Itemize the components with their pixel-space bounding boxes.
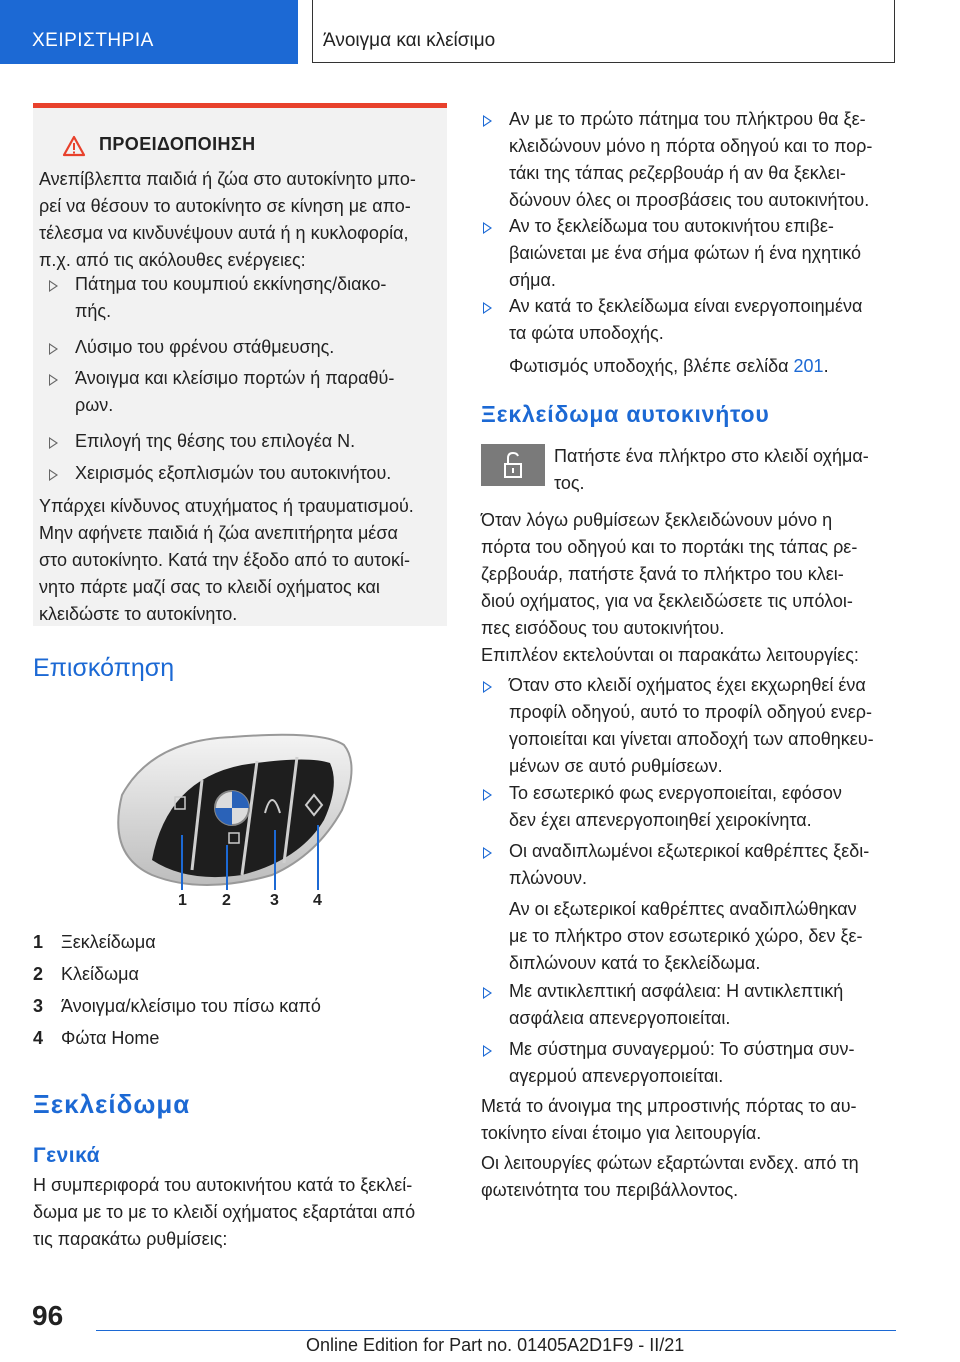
bullet-icon xyxy=(49,469,58,481)
cross-reference: Φωτισμός υποδοχής, βλέπε σελίδα 201. xyxy=(509,356,829,376)
callout-2: 2 xyxy=(222,892,231,909)
warning-item: Επιλογή της θέσης του επιλογέα N. xyxy=(75,431,356,451)
callout-4: 4 xyxy=(313,892,322,909)
warning-item: Χειρισμός εξοπλισμών του αυτοκινήτου. xyxy=(75,463,392,483)
legend-num: 3 xyxy=(33,996,44,1016)
function-item: Με αντικλεπτική ασφάλεια: Η αντικλεπτική ασφάλεια απενεργοποιείται. xyxy=(509,981,844,1028)
section-tab xyxy=(0,0,298,64)
unlock-heading: Ξεκλείδωμα xyxy=(33,1089,191,1119)
unlock-para-1: Όταν λόγω ρυθμίσεων ξεκλειδώνουν μόνο η πόρτα του οδηγού και το πορτάκι της τάπας ρε- ζερβουάρ, πατήστε ξανά το πλήκτρο του κλει- διού οχήματος, για να ξεκλειδώσετε τις υπόλοι- πες εισόδους του αυτοκινήτου. xyxy=(481,510,858,638)
legend-num: 2 xyxy=(33,964,44,984)
legend-num: 4 xyxy=(33,1028,44,1048)
bullet-icon xyxy=(483,1045,492,1057)
warning-outro: Υπάρχει κίνδυνος ατυχήματος ή τραυματισμού. Μην αφήνετε παιδιά ή ζώα ανεπιτήρητα μέσα στο αυτοκίνητο. Κατά την έξοδο από το αυτοκί- νητο πάρτε μαζί σας το κλειδί οχήματος και κλειδώστε το αυτοκίνητο. xyxy=(39,496,414,624)
car-key-illustration xyxy=(92,725,382,910)
setting-item: Αν με το πρώτο πάτημα του πλήκτρου θα ξε- κλειδώνουν μόνο η πόρτα οδηγού και το πορ- τάκι της τάπας ρεζερβουάρ ή αν θα ξεκλει- δώνουν όλες οι προσβάσεις του αυτοκινήτου. xyxy=(509,109,873,210)
function-item: Το εσωτερικό φως ενεργοποιείται, εφόσον δεν έχει απενεργοποιηθεί χειροκίνητα. xyxy=(509,783,842,830)
legend-text: Κλείδωμα xyxy=(61,964,139,984)
general-heading: Γενικά xyxy=(33,1144,101,1167)
warning-box xyxy=(33,103,447,626)
unlock-para-2: Επιπλέον εκτελούνται οι παρακάτω λειτουργίες: xyxy=(481,645,859,665)
warning-item: Πάτημα του κουμπιού εκκίνησης/διακο- πής. xyxy=(75,274,387,321)
bullet-icon xyxy=(49,343,58,355)
unlock-para-4: Οι λειτουργίες φώτων εξαρτώνται ενδεχ. από τη φωτεινότητα του περιβάλλοντος. xyxy=(481,1153,859,1200)
function-item: Οι αναδιπλωμένοι εξωτερικοί καθρέπτες ξεδι- πλώνουν. xyxy=(509,841,870,888)
bullet-icon xyxy=(483,302,492,314)
bullet-icon xyxy=(49,280,58,292)
warning-title: ΠΡΟΕΙΔΟΠΟΙΗΣΗ xyxy=(99,134,256,154)
function-item: Όταν στο κλειδί οχήματος έχει εκχωρηθεί ένα προφίλ οδηγού, αυτό το προφίλ οδηγού ενερ- γοποιείται και γίνεται αποδοχή των αποθηκευ- μένων σε αυτό ρυθμίσεων. xyxy=(509,675,874,776)
legend-text: Φώτα Home xyxy=(61,1028,160,1048)
edition-note: Online Edition for Part no. 01405A2D1F9 - II/21 xyxy=(306,1335,685,1355)
bullet-icon xyxy=(49,437,58,449)
vehicle-unlock-heading: Ξεκλείδωμα αυτοκινήτου xyxy=(481,401,770,427)
callout-3: 3 xyxy=(270,892,279,909)
footer-rule xyxy=(96,1330,896,1331)
legend-num: 1 xyxy=(33,932,44,952)
setting-item: Αν κατά το ξεκλείδωμα είναι ενεργοποιημένα τα φώτα υποδοχής. xyxy=(509,296,863,343)
overview-heading: Επισκόπηση xyxy=(33,654,175,682)
legend-text: Ξεκλείδωμα xyxy=(61,932,156,952)
bullet-icon xyxy=(49,374,58,386)
unlock-para-3: Μετά το άνοιγμα της μπροστινής πόρτας το αυ- τοκίνητο είναι έτοιμο για λειτουργία. xyxy=(481,1096,857,1143)
callout-1: 1 xyxy=(178,892,187,909)
press-instruction: Πατήστε ένα πλήκτρο στο κλειδί οχήμα- τος. xyxy=(554,446,869,493)
chapter-title: Άνοιγμα και κλείσιμο xyxy=(323,30,496,51)
bullet-icon xyxy=(483,847,492,859)
bullet-icon xyxy=(483,681,492,693)
function-item: Με σύστημα συναγερμού: Το σύστημα συν- αγερμού απενεργοποιείται. xyxy=(509,1039,855,1086)
page-link[interactable]: 201 xyxy=(793,356,824,376)
setting-item: Αν το ξεκλείδωμα του αυτοκινήτου επιβε- βαιώνεται με ένα σήμα φώτων ή ένα ηχητικό σήμα. xyxy=(509,216,862,290)
general-text: Η συμπεριφορά του αυτοκινήτου κατά το ξεκλεί- δωμα με το με το κλειδί οχήματος εξαρτάται από τις παρακάτω ρυθμίσεις: xyxy=(33,1175,416,1249)
bullet-icon xyxy=(483,115,492,127)
warning-item: Άνοιγμα και κλείσιμο πορτών ή παραθύ- ρων. xyxy=(75,368,395,415)
unlock-key-icon xyxy=(481,444,545,486)
warning-item: Λύσιμο του φρένου στάθμευσης. xyxy=(75,337,335,357)
section-title: ΧΕΙΡΙΣΤΗΡΙΑ xyxy=(32,30,154,51)
bullet-icon xyxy=(483,789,492,801)
bullet-icon xyxy=(483,222,492,234)
legend-text: Άνοιγμα/κλείσιμο του πίσω καπό xyxy=(61,996,321,1016)
warning-intro: Ανεπίβλεπτα παιδιά ή ζώα στο αυτοκίνητο μπο- ρεί να θέσουν το αυτοκίνητο σε κίνηση με απο- τέλεσμα να κινδυνέψουν αυτά ή η κυκλοφορία, π.χ. από τις ακόλουθες ενέργειες: xyxy=(39,169,416,270)
bullet-icon xyxy=(483,987,492,999)
chapter-tab xyxy=(312,0,895,63)
page-number: 96 xyxy=(32,1300,64,1331)
mirror-note: Αν οι εξωτερικοί καθρέπτες αναδιπλώθηκαν με το πλήκτρο στον εσωτερικό χώρο, δεν ξε- διπλώνουν κατά το ξεκλείδωμα. xyxy=(509,899,863,973)
